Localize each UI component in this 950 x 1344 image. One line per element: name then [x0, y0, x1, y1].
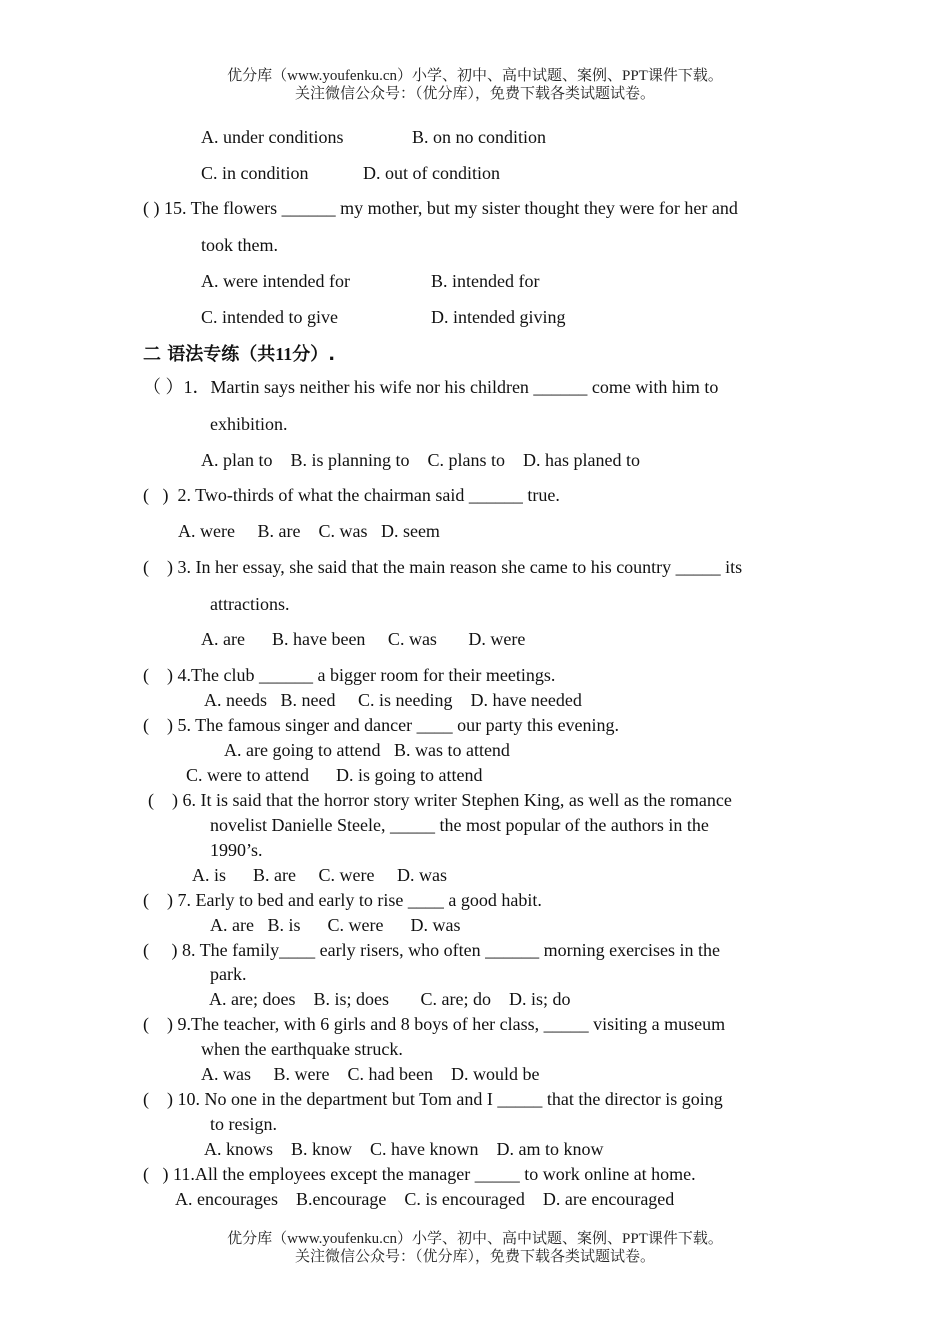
- g-q10-line-1: ( ) 10. No one in the department but Tom and I _____ that the director is going: [143, 1089, 723, 1109]
- g-q1-line-2: exhibition.: [210, 414, 288, 434]
- g-q9-options: A. was B. were C. had been D. would be: [201, 1064, 540, 1084]
- g-q3-line-2: attractions.: [210, 594, 290, 614]
- q14-option-a: A. under conditions: [201, 127, 344, 147]
- g-q9-line-1: ( ) 9.The teacher, with 6 girls and 8 boys of her class, _____ visiting a museum: [143, 1014, 726, 1034]
- g-q3-options: A. are B. have been C. was D. were: [201, 629, 526, 649]
- g-q10-line-2: to resign.: [210, 1114, 277, 1134]
- g-q8-line-1: ( ) 8. The family____ early risers, who often ______ morning exercises in the: [143, 940, 721, 960]
- section-2-title-post: 分）.: [292, 344, 336, 365]
- section-2-title-num: 11: [275, 344, 293, 364]
- g-q7-options: A. are B. is C. were D. was: [210, 915, 461, 935]
- q15-option-b: B. intended for: [431, 271, 540, 291]
- g-q4-line-1: ( ) 4.The club ______ a bigger room for their meetings.: [143, 665, 556, 685]
- section-2-title: [143, 340, 335, 366]
- g-q6-line-3: 1990’s.: [210, 840, 263, 860]
- g-q2-options: A. were B. are C. was D. seem: [178, 521, 440, 541]
- q15-stem-text: ( ) 15. The flowers ______ my mother, but my sister thought they were for her and: [143, 198, 738, 218]
- section-2-title-pre: 二 语法专练（共: [143, 344, 276, 365]
- g-q1-options: A. plan to B. is planning to C. plans to D. has planed to: [201, 450, 640, 470]
- g-q5-options-2: C. were to attend D. is going to attend: [186, 765, 483, 785]
- q15-option-a: A. were intended for: [201, 271, 350, 291]
- footer-line-2: 关注微信公众号：（优分库），免费下载各类试题试卷。: [294, 1249, 655, 1265]
- page-footer: [0, 1230, 950, 1266]
- q14-option-b: B. on no condition: [412, 127, 546, 147]
- g-q3-line-1: ( ) 3. In her essay, she said that the main reason she came to his country _____ its: [143, 557, 743, 577]
- header-line-2: 关注微信公众号：（优分库），免费下载各类试题试卷。: [294, 86, 655, 102]
- header-line-1: 优分库（www.youfenku.cn）小学、初中、高中试题、案例、PPT课件下载。: [227, 68, 723, 84]
- g-q6-options: A. is B. are C. were D. was: [192, 865, 447, 885]
- g-q6-line-1: ( ) 6. It is said that the horror story writer Stephen King, as well as the romance: [148, 790, 732, 810]
- g-q5-line-1: ( ) 5. The famous singer and dancer ____ our party this evening.: [143, 715, 620, 735]
- q15-stem-line-2: took them.: [201, 235, 278, 255]
- g-q7-line-1: ( ) 7. Early to bed and early to rise ____ a good habit.: [143, 890, 542, 910]
- q15-option-c: C. intended to give: [201, 307, 338, 327]
- g-q11-options: A. encourages B.encourage C. is encouraged D. are encouraged: [175, 1189, 675, 1209]
- g-q6-line-2: novelist Danielle Steele, _____ the most popular of the authors in the: [210, 815, 709, 835]
- g-q2-line-1: ( ) 2. Two-thirds of what the chairman said ______ true.: [143, 485, 560, 505]
- page-header: [0, 67, 950, 103]
- g-q11-line-1: ( ) 11.All the employees except the manager _____ to work online at home.: [143, 1164, 696, 1184]
- g-q10-options: A. knows B. know C. have known D. am to know: [204, 1139, 604, 1159]
- q14-option-d: D. out of condition: [363, 163, 500, 183]
- q15-option-d: D. intended giving: [431, 307, 566, 327]
- q15-stem-line-1: [143, 197, 805, 219]
- g-q5-options-1: A. are going to attend B. was to attend: [224, 740, 510, 760]
- g-q8-line-2: park.: [210, 964, 247, 984]
- g-q1-line-1: （ ）1．Martin says neither his wife nor his children ______ come with him to: [143, 377, 719, 397]
- g-q9-line-2: when the earthquake struck.: [201, 1039, 403, 1059]
- q14-option-c: C. in condition: [201, 163, 309, 183]
- g-q8-options: A. are; does B. is; does C. are; do D. is; do: [209, 989, 571, 1009]
- footer-line-1: 优分库（www.youfenku.cn）小学、初中、高中试题、案例、PPT课件下载。: [227, 1231, 723, 1247]
- g-q4-options: A. needs B. need C. is needing D. have needed: [204, 690, 582, 710]
